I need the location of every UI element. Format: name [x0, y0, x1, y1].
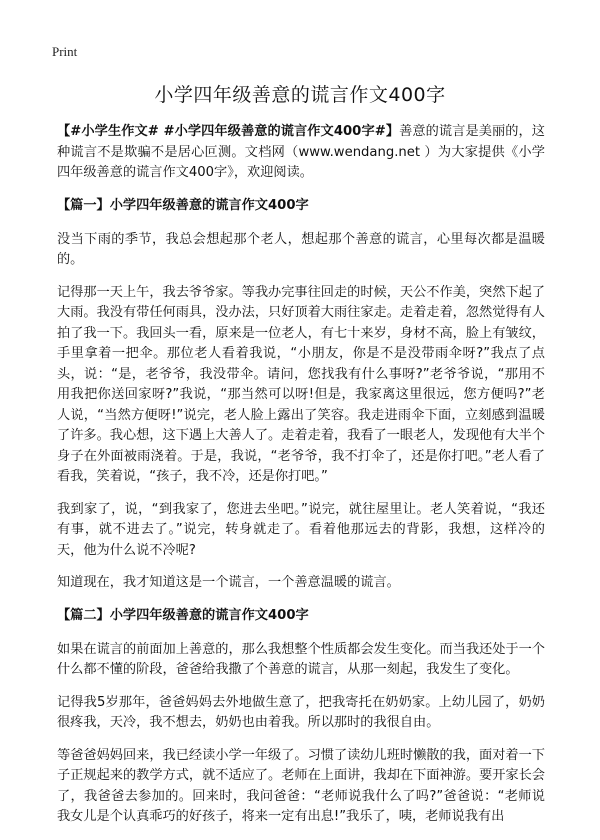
section1-paragraph-1: 没当下雨的季节，我总会想起那个老人，想起那个善意的谎言，心里每次都是温暖的。 — [57, 231, 545, 267]
article-body — [57, 122, 545, 840]
section1-paragraph-3: 我到家了，说，“到我家了，您进去坐吧。”说完，就往屋里让。老人笑着说，“我还有事，就不进去了。”说完，转身就走了。看着他那远去的背影，我想，这样冷的天，他为什么说不冷呢? — [57, 501, 545, 558]
section1-paragraph-2: 记得那一天上午，我去爷爷家。等我办完事往回走的时候，天公不作美，突然下起了大雨。我没有带任何雨具，没办法，只好顶着大雨往家走。走着走着，忽然觉得有人拍了我一下。我回头一看，原来是一位老人，有七十来岁，身材不高，脸上有皱纹，手里拿着一把伞。那位老人看着我说，“小朋友，你是不是没带雨伞呀?”我点了点头，说：“是，老爷爷，我没带伞。请问，您找我有什么事呀?”老爷爷说，“那用不用我把你送回家呀?”我说，“那当然可以呀!但是，我家离这里很远，您方便吗?”老人说，“当然方便呀!”说完，老人脸上露出了笑容。我走进雨伞下面，立刻感到温暖了许多。我心想，这下遇上大善人了。走着走着，我看了一眼老人，发现他有大半个身子在外面被雨浇着。于是，我说，“老爷爷，我不打伞了，还是你打吧。”老人看了看我，笑着说，“孩子，我不冷，还是你打吧。” — [57, 284, 545, 484]
print-link[interactable]: Print — [52, 44, 78, 59]
section2-paragraph-3: 等爸爸妈妈回来，我已经读小学一年级了。习惯了读幼儿班时懒散的我，面对着一下子正规起来的教学方式，就不适应了。老师在上面讲，我却在下面神游。要开家长会了，我爸爸去参加的。回来时，我问爸爸：“老师说我什么了吗?”爸爸说：“老师说我女儿是个认真乖巧的好孩子，将来一定有出息!”我乐了，咦，老师说我有出 — [57, 747, 545, 824]
section2-paragraph-2: 记得我5岁那年，爸爸妈妈去外地做生意了，把我寄托在奶奶家。上幼儿园了，奶奶很疼我，天冷，我不想去，奶奶也由着我。所以那时的我很自由。 — [57, 694, 545, 730]
section-heading-1: 【篇一】小学四年级善意的谎言作文400字 — [57, 197, 309, 213]
intro-text: 善意的谎言是美丽的，这种谎言不是欺骗不是居心叵测。文档网（www.wendang.net ）为大家提供《小学四年级善意的谎言作文400字》，欢迎阅读。 — [57, 124, 545, 180]
section1-paragraph-4: 知道现在，我才知道这是一个谎言，一个善意温暖的谎言。 — [57, 575, 400, 590]
section2-paragraph-1: 如果在谎言的前面加上善意的，那么我想整个性质都会发生变化。而当我还处于一个什么都不懂的阶段，爸爸给我撒了个善意的谎言，从那一刻起，我发生了变化。 — [57, 641, 545, 677]
page-title: 小学四年级善意的谎言作文400字 — [154, 84, 446, 106]
intro-tags: 【#小学生作文# #小学四年级善意的谎言作文400字#】 — [57, 124, 400, 139]
section-heading-2: 【篇二】小学四年级善意的谎言作文400字 — [57, 607, 309, 623]
intro-paragraph — [57, 122, 545, 184]
